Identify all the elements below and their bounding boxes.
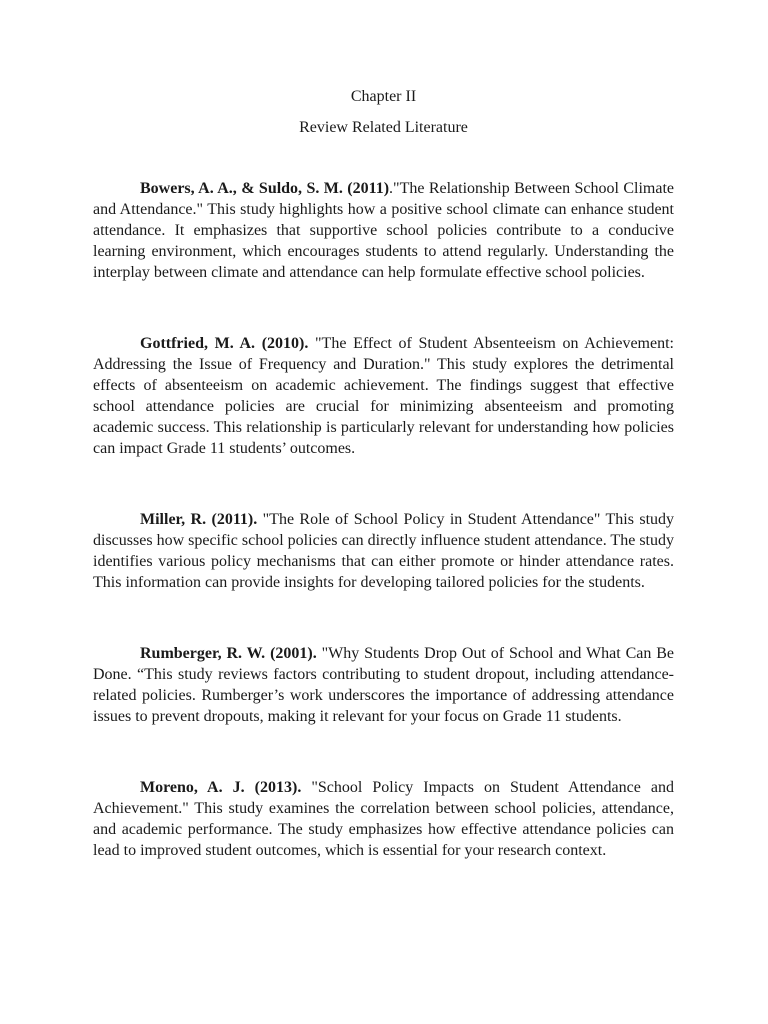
entry-citation: Miller, R. (2011).: [140, 511, 258, 528]
document-page: [93, 86, 674, 911]
entry-citation: Moreno, A. J. (2013).: [140, 779, 302, 796]
literature-entry: [93, 178, 674, 283]
entry-citation: Bowers, A. A., & Suldo, S. M. (2011): [140, 180, 390, 197]
entry-text: "School Policy Impacts on Student Attendance and Achievement." This study examines the correlation between school policies, attendance, and academic performance. The study emphasizes how effective attendance policies can lead to improved student outcomes, which is essential for your research context.: [93, 779, 674, 859]
section-title: Review Related Literature: [299, 119, 468, 136]
entry-text: "Why Students Drop Out of School and What Can Be Done. “This study reviews factors contributing to student dropout, including attendance-related policies. Rumberger’s work underscores the importance of addressing attendance issues to prevent dropouts, making it relevant for your focus on Grade 11 students.: [93, 645, 674, 725]
entry-text: ."The Relationship Between School Climate and Attendance." This study highlights how a positive school climate can enhance student attendance. It emphasizes that supportive school policies contribute to a conducive learning environment, which encourages students to attend regularly. Understanding the interplay between climate and attendance can help formulate effective school policies.: [93, 180, 674, 281]
literature-entry: [93, 333, 674, 459]
entry-citation: Gottfried, M. A. (2010).: [140, 335, 309, 352]
entry-citation: Rumberger, R. W. (2001).: [140, 645, 317, 662]
entry-text: "The Role of School Policy in Student Attendance" This study discusses how specific school policies can directly influence student attendance. The study identifies various policy mechanisms that can either promote or hinder attendance rates. This information can provide insights for developing tailored policies for the students.: [93, 511, 675, 591]
literature-entry: [93, 777, 674, 861]
literature-entry: [93, 509, 674, 593]
entry-text: "The Effect of Student Absenteeism on Achievement: Addressing the Issue of Frequency and Duration." This study explores the detrimental effects of absenteeism on academic achievement. The findings suggest that effective school attendance policies are crucial for minimizing absenteeism and promoting academic success. This relationship is particularly relevant for understanding how policies can impact Grade 11 students’ outcomes.: [93, 335, 674, 457]
literature-entries: [93, 178, 674, 861]
chapter-heading: Chapter II: [350, 88, 417, 105]
literature-entry: [93, 643, 674, 727]
